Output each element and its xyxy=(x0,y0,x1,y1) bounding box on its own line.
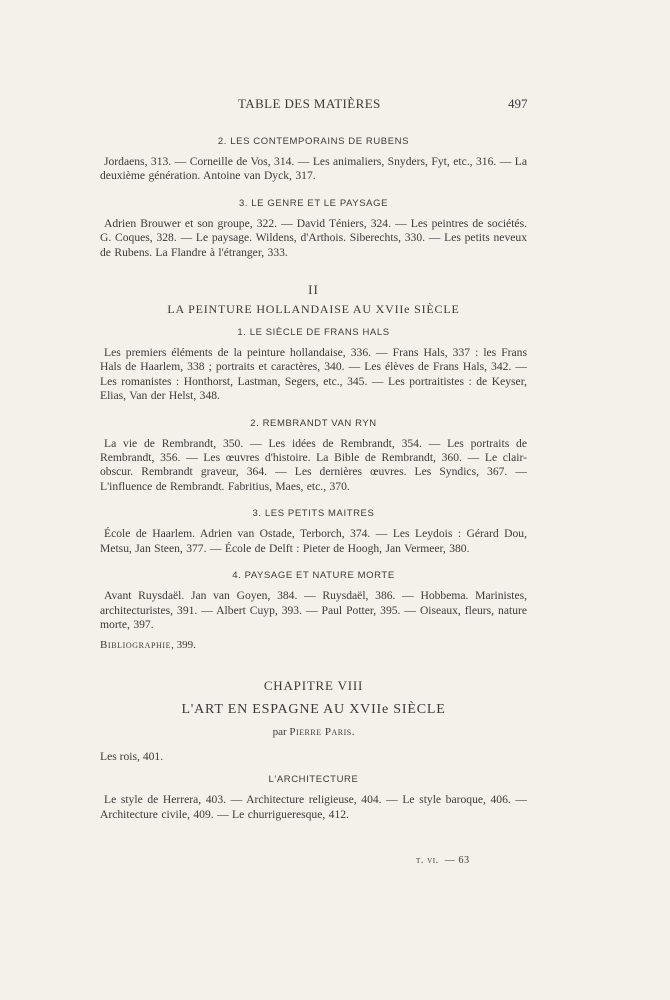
toc-section xyxy=(100,570,527,632)
section-entries: Les premiers éléments de la peinture hollandaise, 336. — Frans Hals, 337 : les Frans Hals de Haarlem, 338 ; portraits et caractères, 340. — Les élèves de Frans Hals, 342. — Les romanistes : Honthorst, Lastman, Segers, etc., 345. — Les portraitistes : de Keyser, Elias, Van der Helst, 348. xyxy=(100,346,527,403)
bibliography-label: Bibliographie xyxy=(100,639,172,652)
toc-section xyxy=(100,136,527,184)
chapter-number: CHAPITRE VIII xyxy=(263,678,364,694)
author-name: Pierre Paris xyxy=(289,726,352,739)
toc-section xyxy=(100,418,527,495)
bibliography-page: , 399. xyxy=(171,639,196,652)
bibliography-entry xyxy=(100,638,527,652)
running-head xyxy=(0,96,670,112)
section-entries: École de Haarlem. Adrien van Ostade, Terborch, 374. — Les Leydois : Gérard Dou, Metsu, Jan Steen, 377. — École de Delft : Pieter de Hoogh, Jan Vermeer, 380. xyxy=(100,527,527,555)
section-heading: 4. PAYSAGE ET NATURE MORTE xyxy=(232,570,395,582)
chapter-author xyxy=(100,726,527,738)
chapter-intro: Les rois, 401. xyxy=(100,750,164,764)
signature-tome: t. vi. xyxy=(416,855,439,866)
part-title: LA PEINTURE HOLLANDAISE AU XVIIe SIÈCLE xyxy=(167,302,460,317)
toc-section xyxy=(100,327,527,404)
chapter-title: L'ART EN ESPAGNE AU XVIIe SIÈCLE xyxy=(181,702,446,718)
section-heading: 1. LE SIÈCLE DE FRANS HALS xyxy=(237,327,390,339)
page-number: 497 xyxy=(508,96,528,111)
section-entries: Avant Ruysdaël. Jan van Goyen, 384. — Ruysdaël, 386. — Hobbema. Marinistes, architecturistes, 391. — Albert Cuyp, 393. — Paul Potter, 395. — Oiseaux, fleurs, nature morte, 397. xyxy=(100,589,527,631)
section-entries: Le style de Herrera, 403. — Architecture religieuse, 404. — Le style baroque, 406. — Architecture civile, 409. — Le churrigueresque, 412. xyxy=(100,793,527,821)
section-heading: 3. LES PETITS MAITRES xyxy=(252,508,375,520)
section-entries: La vie de Rembrandt, 350. — Les idées de Rembrandt, 354. — Les portraits de Rembrandt, 356. — Les œuvres d'histoire. La Bible de Rembrandt, 360. — Le clair-obscur. Rembrandt graveur, 364. — Les dernières œuvres. Les Syndics, 367. — L'influence de Rembrandt. Fabritius, Maes, etc., 370. xyxy=(100,436,527,493)
part-number: II xyxy=(308,282,319,298)
toc-section xyxy=(100,198,527,260)
author-suffix: . xyxy=(351,726,355,739)
table-of-contents xyxy=(100,126,527,836)
section-entries: Adrien Brouwer et son groupe, 322. — David Téniers, 324. — Les peintres de sociétés. G. Coques, 328. — Le paysage. Wildens, d'Arthois. Siberechts, 330. — Les petits neveux de Rubens. La Flandre à l'étranger, 333. xyxy=(100,216,527,259)
section-entries: Jordaens, 313. — Corneille de Vos, 314. — Les animaliers, Snyders, Fyt, etc., 316. — La deuxième génération. Antoine van Dyck, 317. xyxy=(100,155,527,183)
section-heading: 3. LE GENRE ET LE PAYSAGE xyxy=(238,197,389,209)
author-prefix: par xyxy=(272,726,290,739)
sheet-signature xyxy=(416,855,470,866)
toc-section xyxy=(100,508,527,556)
signature-sheet: — 63 xyxy=(444,855,470,866)
section-heading: L'ARCHITECTURE xyxy=(268,774,359,786)
section-heading: 2. LES CONTEMPORAINS DE RUBENS xyxy=(217,136,410,147)
running-title: TABLE DES MATIÈRES xyxy=(238,96,381,111)
section-heading: 2. REMBRANDT VAN RYN xyxy=(250,417,377,429)
